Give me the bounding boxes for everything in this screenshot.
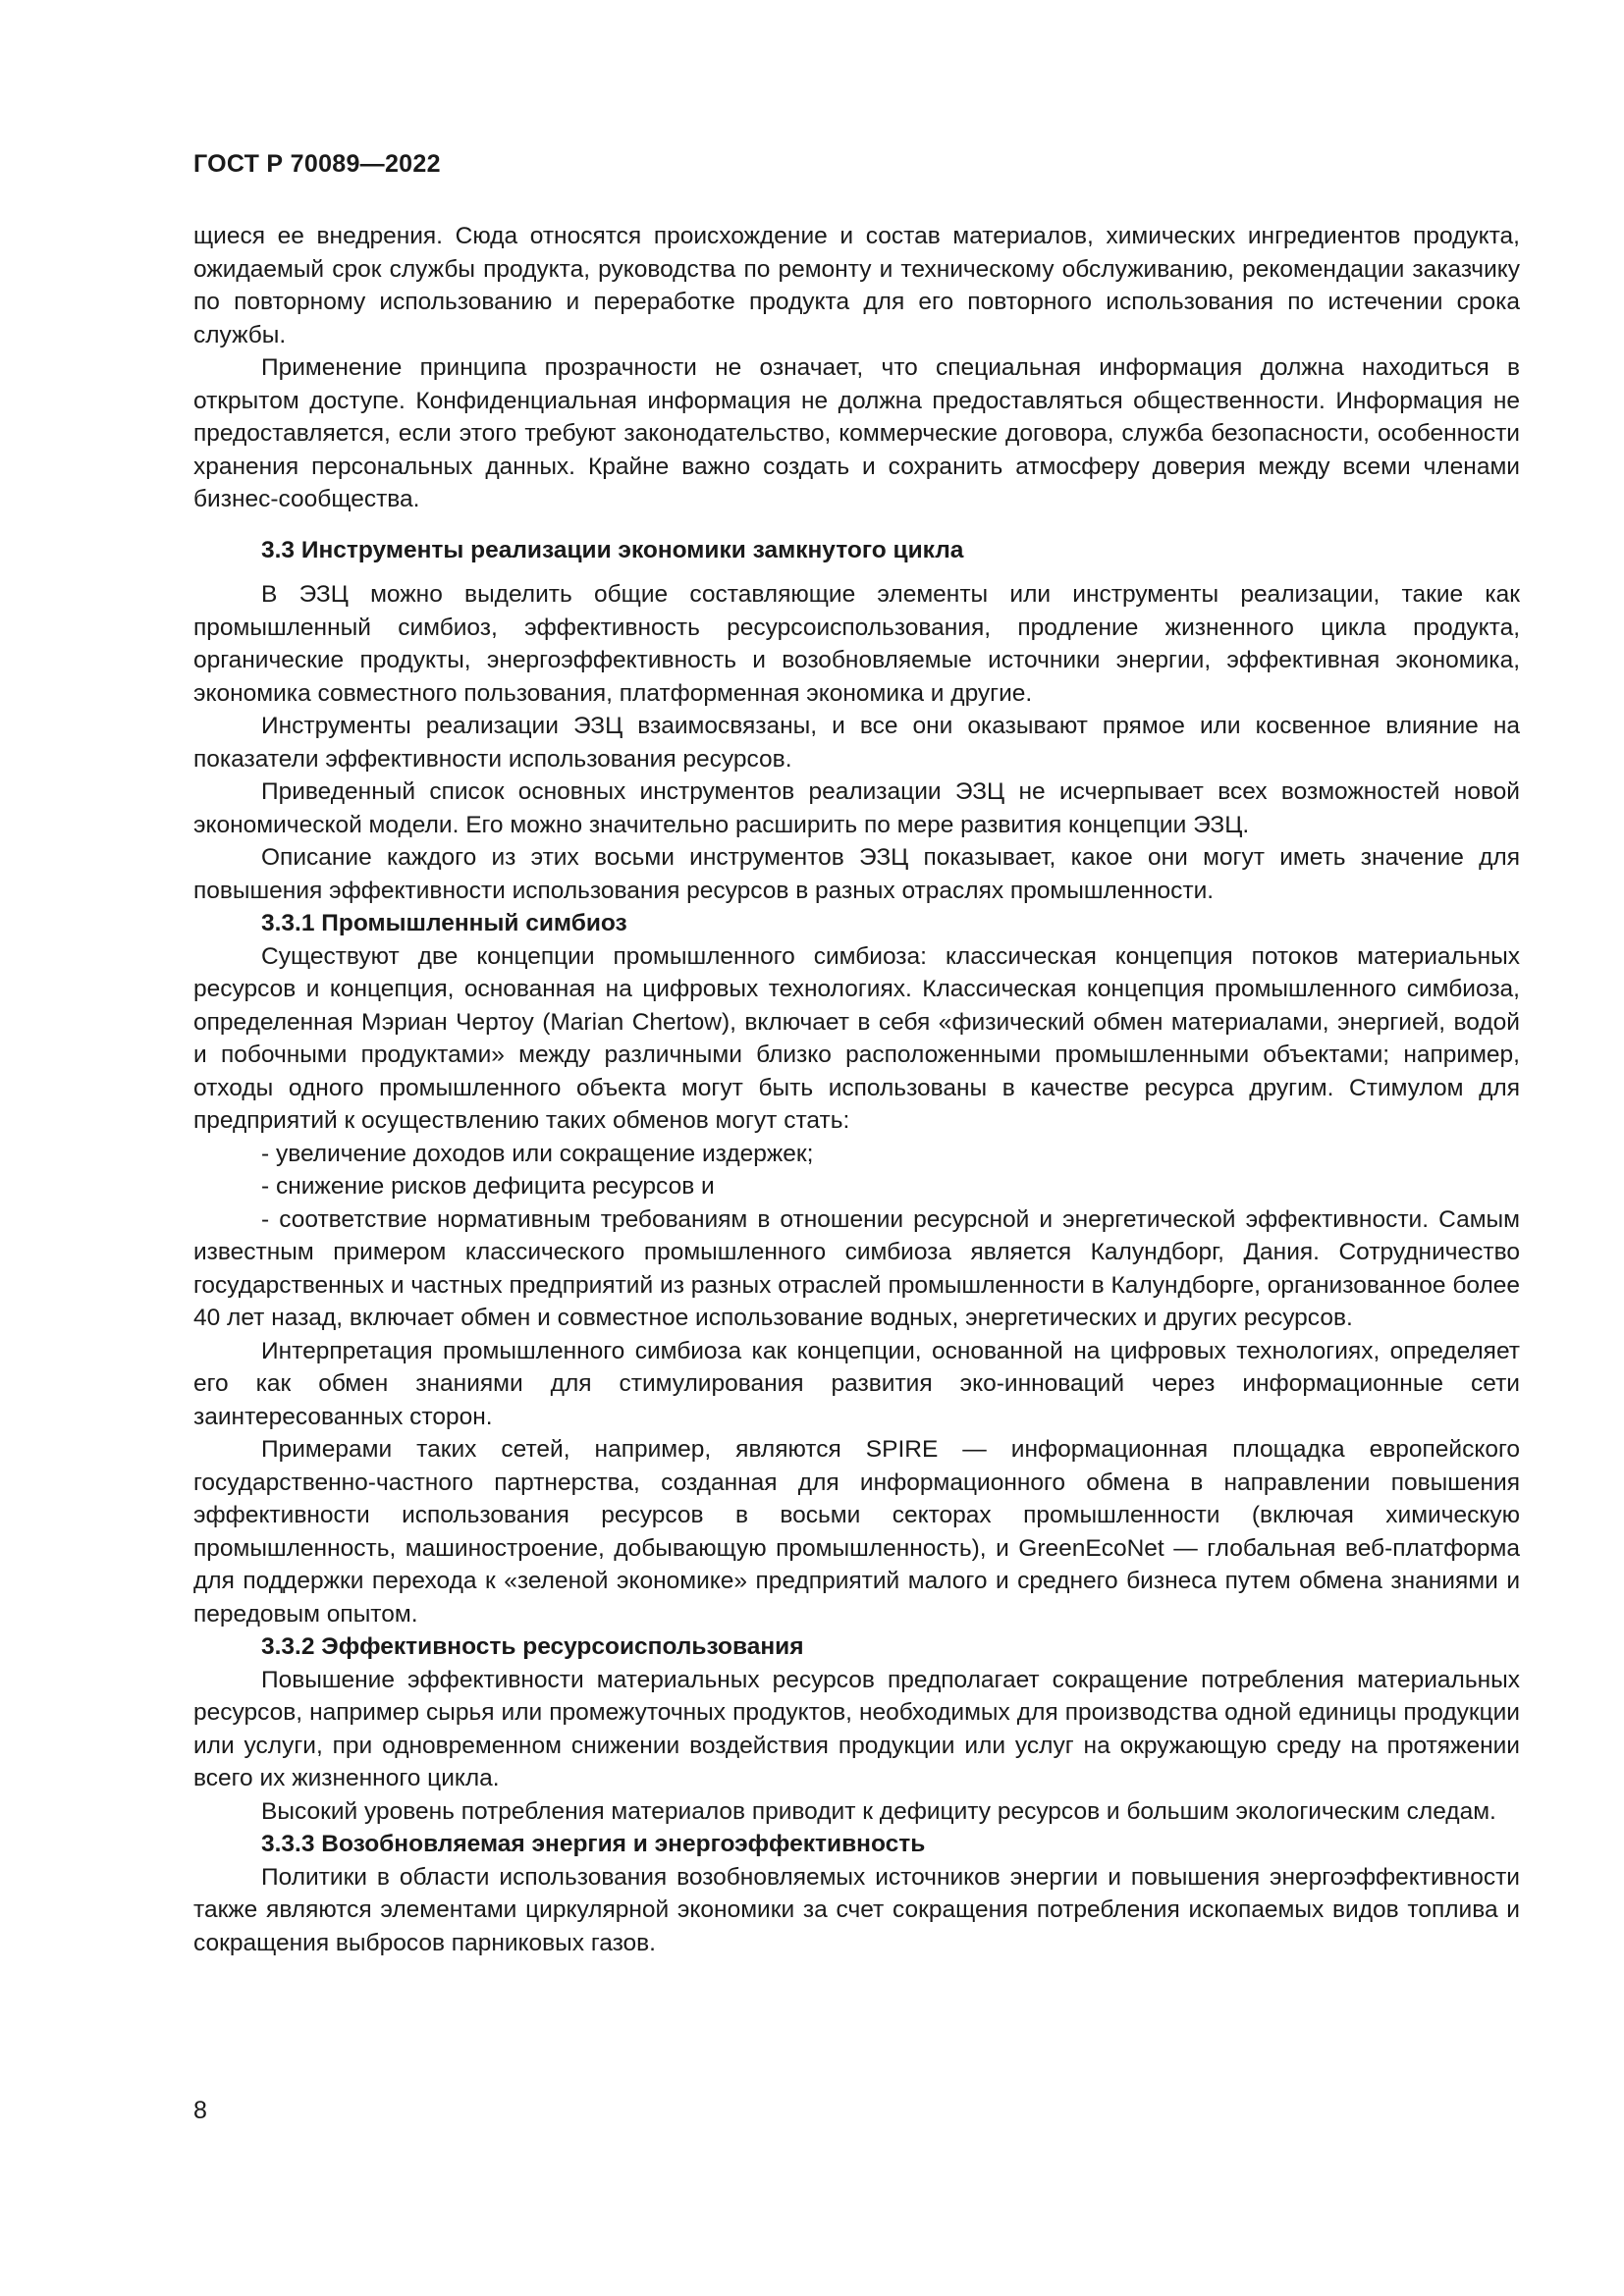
paragraph: Примерами таких сетей, например, являются SPIRE — информационная площадка европейского государственно-частного партнерства, созданная для информационного обмена в направлении повышения эффективности использования ресурсов в восьми секторах промышленности (включая химическую промышленность, машиностроение, добывающую промышленность), и GreenEcoNet — глобальная веб-платформа для поддержки перехода к «зеленой экономике» предприятий малого и среднего бизнеса путем обмена знаниями и передовым опытом.	[193, 1436, 1520, 1628]
paragraph: Описание каждого из этих восьми инструментов ЭЗЦ показывает, какое они могут иметь значение для повышения эффективности использования ресурсов в разных отраслях промышленности.	[193, 844, 1520, 904]
paragraph: Приведенный список основных инструментов реализации ЭЗЦ не исчерпывает всех возможностей новой экономической модели. Его можно значительно расширить по мере развития концепции ЭЗЦ.	[193, 778, 1520, 838]
paragraph: Повышение эффективности материальных ресурсов предполагает сокращение потребления материальных ресурсов, например сырья или промежуточных продуктов, необходимых для производства одной единицы продукции или услуги, при одновременном снижении воздействия продукции или услуг на окружающую среду на протяжении всего их жизненного цикла.	[193, 1666, 1520, 1791]
list-item: - увеличение доходов или сокращение издержек;	[261, 1140, 814, 1167]
paragraph: Высокий уровень потребления материалов приводит к дефициту ресурсов и большим экологическим следам.	[261, 1797, 1496, 1825]
paragraph: Интерпретация промышленного симбиоза как концепции, основанной на цифровых технологиях, определяет его как обмен знаниями для стимулирования развития эко-инноваций через информационные сети заинтересованных сторон.	[193, 1337, 1520, 1430]
subsection-heading: 3.3.1 Промышленный симбиоз	[261, 910, 627, 936]
paragraph: щиеся ее внедрения. Сюда относятся происхождение и состав материалов, химических ингредиентов продукта, ожидаемый срок службы продукта, руководства по ремонту и техническому обслуживанию, рекомендации заказчику по повторному использованию и переработке продукта для его повторного использования по истечении срока службы.	[193, 223, 1520, 348]
paragraph: Инструменты реализации ЭЗЦ взаимосвязаны, и все они оказывают прямое или косвенное влияние на показатели эффективности использования ресурсов.	[193, 713, 1520, 773]
page-number: 8	[193, 2097, 207, 2124]
section-heading: 3.3 Инструменты реализации экономики замкнутого цикла	[261, 536, 964, 563]
document-header: ГОСТ Р 70089—2022	[193, 150, 441, 178]
paragraph: Применение принципа прозрачности не означает, что специальная информация должна находиться в открытом доступе. Конфиденциальная информация не должна предоставляться общественности. Информация не предоставляется, если этого требуют законодательство, коммерческие договора, служба безопасности, особенности хранения персональных данных. Крайне важно создать и сохранить атмосферу доверия между всеми членами бизнес-сообщества.	[193, 354, 1520, 512]
paragraph: Существуют две концепции промышленного симбиоза: классическая концепция потоков материальных ресурсов и концепция, основанная на цифровых технологиях. Классическая концепция промышленного симбиоза, определенная Мэриан Чертоу (Marian Chertow), включает в себя «физический обмен материалами, энергией, водой и побочными продуктами» между различными близко расположенными промышленными объектами; например, отходы одного промышленного объекта могут быть использованы в качестве ресурса другим. Стимулом для предприятий к осуществлению таких обменов могут стать:	[193, 942, 1520, 1134]
list-item: - снижение рисков дефицита ресурсов и	[261, 1173, 715, 1200]
paragraph: Политики в области использования возобновляемых источников энергии и повышения энергоэффективности также являются элементами циркулярной экономики за счет сокращения потребления ископаемых видов топлива и сокращения выбросов парниковых газов.	[193, 1863, 1520, 1956]
subsection-heading: 3.3.2 Эффективность ресурсоиспользования	[261, 1633, 804, 1660]
list-item: - соответствие нормативным требованиям в отношении ресурсной и энергетической эффективности. Самым известным примером классического промышленного симбиоза является Калундборг, Дания. Сотрудничество государственных и частных предприятий из разных отраслей промышленности в Калундборге, организованное более 40 лет назад, включает обмен и совместное использование водных, энергетических и других ресурсов.	[193, 1205, 1520, 1331]
subsection-heading: 3.3.3 Возобновляемая энергия и энергоэффективность	[261, 1831, 926, 1857]
document-body	[193, 220, 1520, 1959]
paragraph: В ЭЗЦ можно выделить общие составляющие элементы или инструменты реализации, такие как промышленный симбиоз, эффективность ресурсоиспользования, продление жизненного цикла продукта, органические продукты, энергоэффективность и возобновляемые источники энергии, эффективная экономика, экономика совместного пользования, платформенная экономика и другие.	[193, 581, 1520, 707]
